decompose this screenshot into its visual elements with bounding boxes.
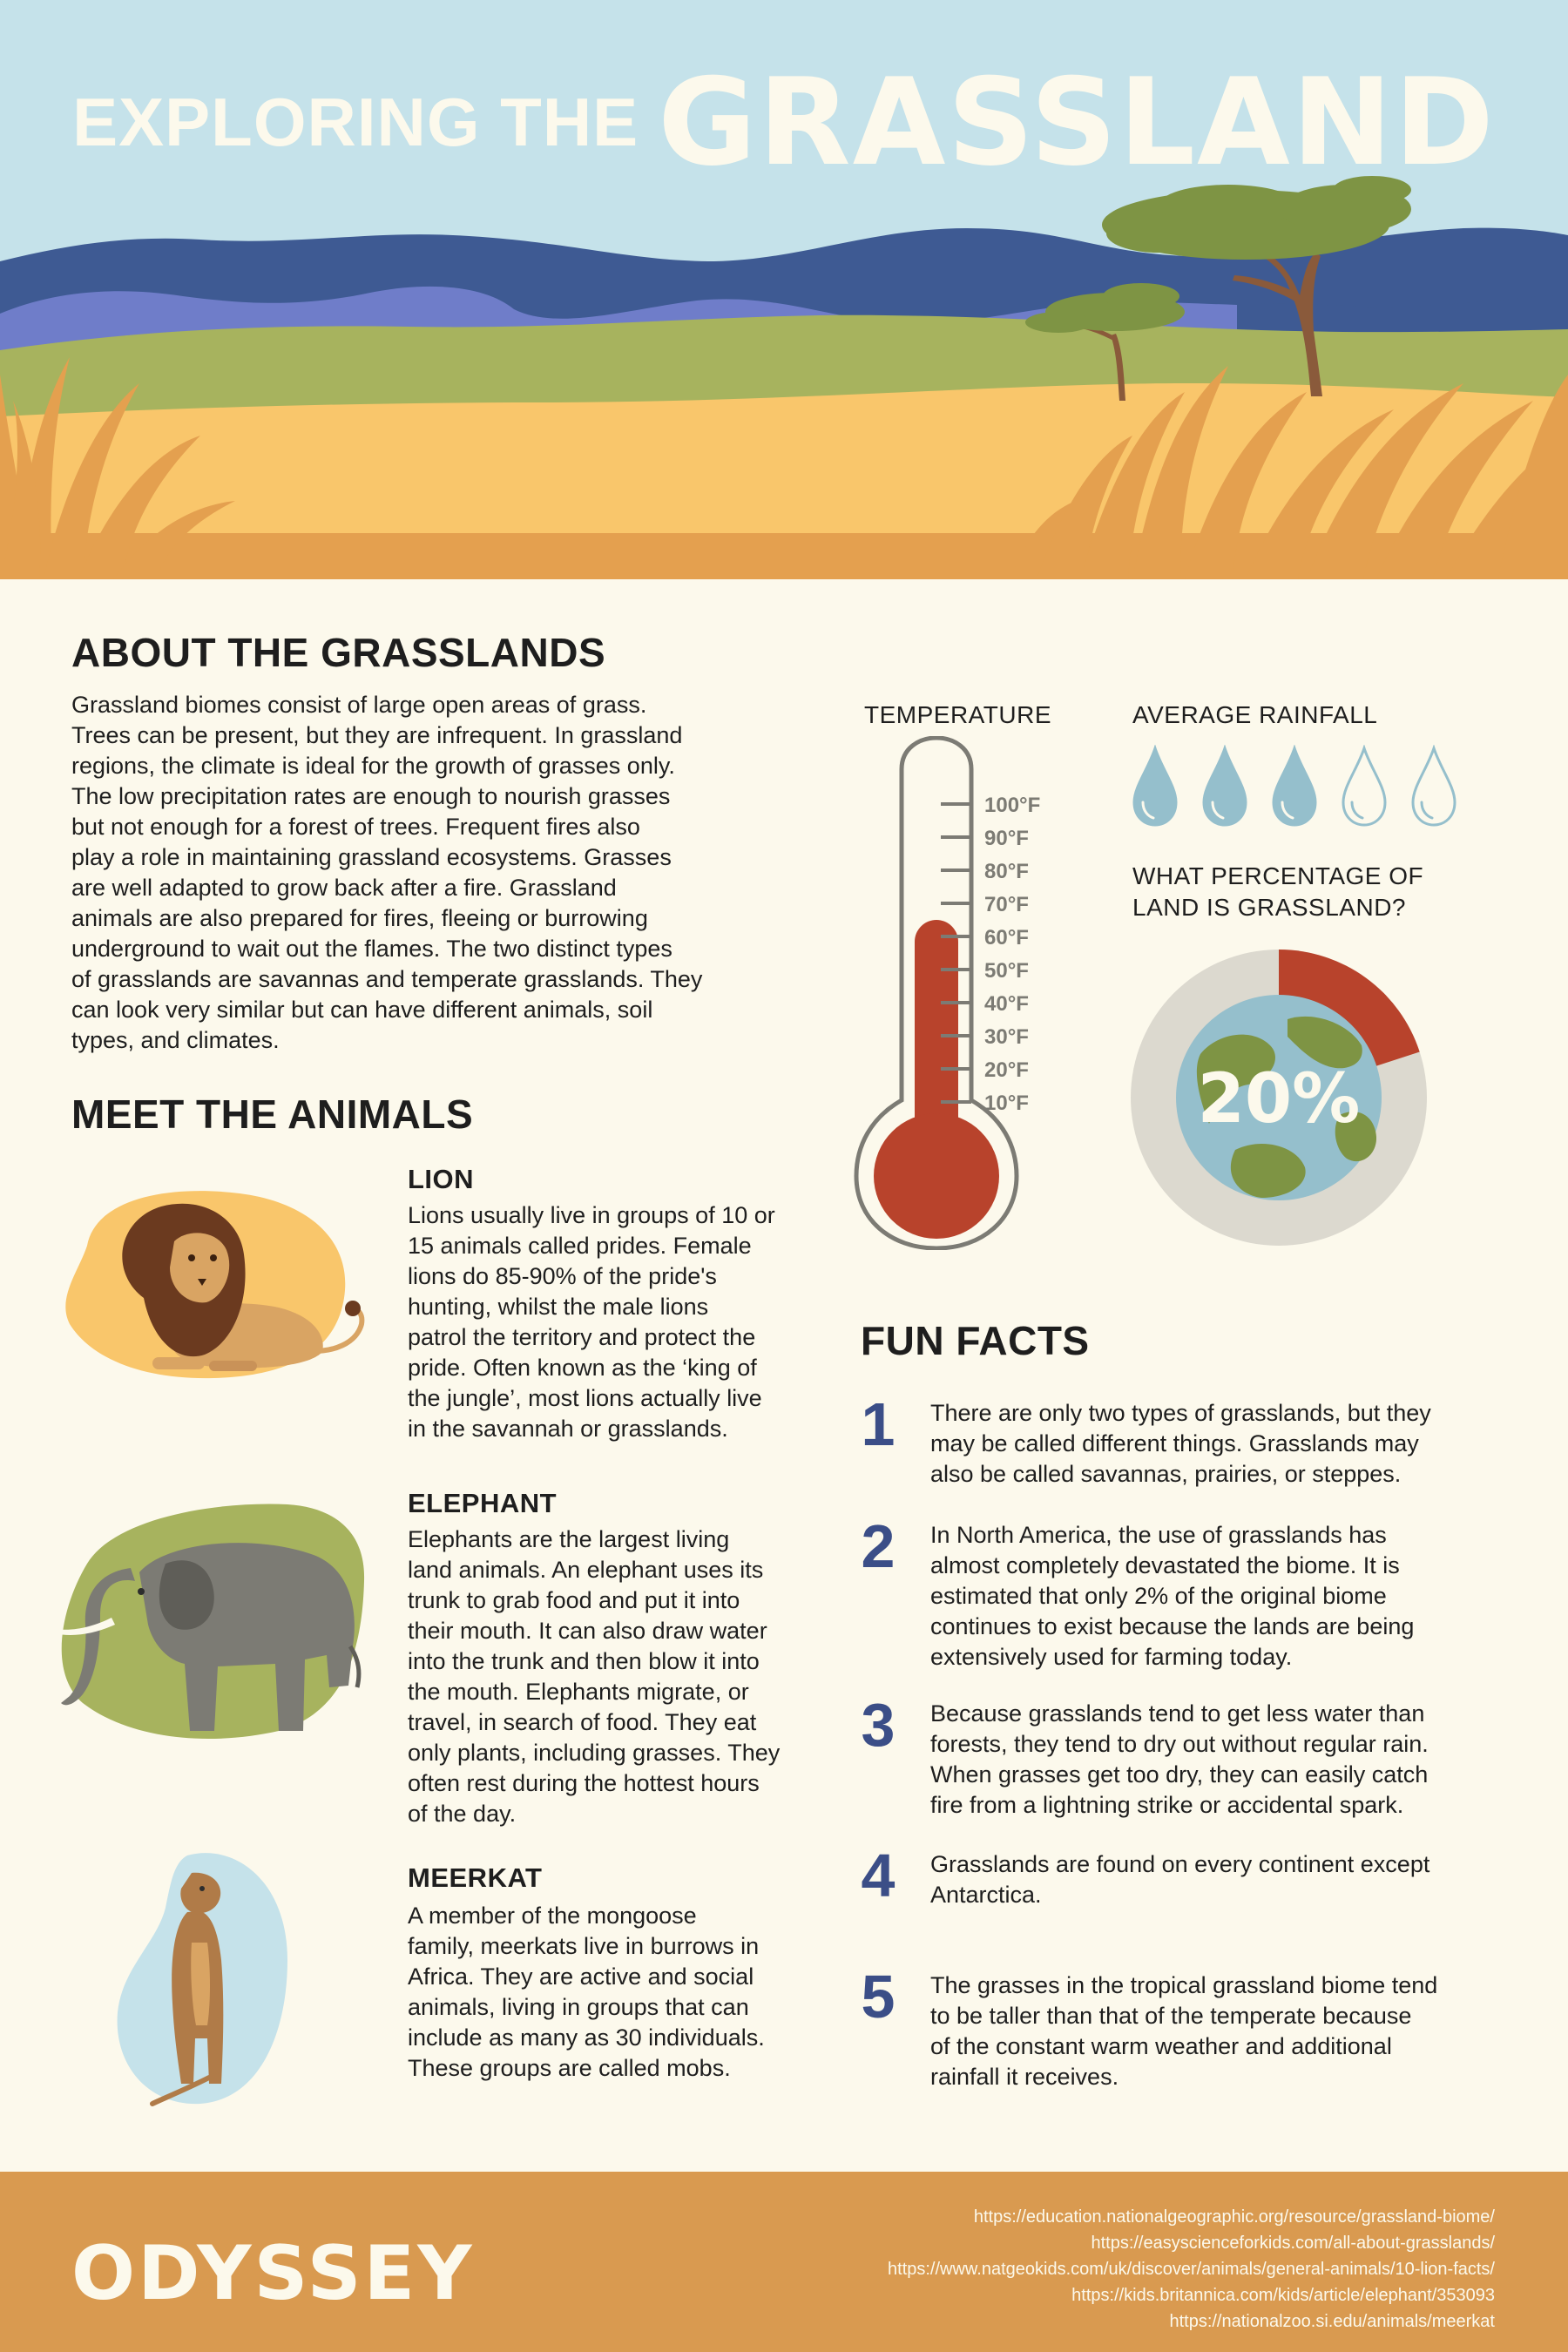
source-link[interactable]: https://easyscienceforkids.com/all-about-grasslands/	[1091, 2234, 1495, 2253]
source-link[interactable]: https://www.natgeokids.com/uk/discover/animals/general-animals/10-lion-facts/	[888, 2260, 1495, 2279]
lion-illustration	[48, 1167, 388, 1394]
about-line: but not enough for a forest of trees. Frequent fires also	[71, 814, 640, 840]
odyssey-logo: ODYSSEY	[71, 2230, 475, 2317]
meerkat-illustration	[105, 1838, 305, 2117]
question-line-1: WHAT PERCENTAGE OF	[1132, 862, 1424, 889]
elephant-illustration	[35, 1494, 375, 1747]
thermometer-tick-label: 80°F	[984, 860, 1029, 883]
fun-fact-text	[930, 1849, 1501, 1910]
fun-fact-line: almost completely devastated the biome. It is	[930, 1552, 1400, 1578]
fun-fact-line: also be called savannas, prairies, or steppes.	[930, 1461, 1402, 1487]
animal-description-line: the jungle’, most lions actually live	[408, 1385, 762, 1411]
fun-fact-number: 4	[861, 1842, 896, 1909]
about-paragraph	[71, 690, 786, 1056]
fun-fact-number: 1	[861, 1390, 896, 1458]
thermometer-tick-label: 90°F	[984, 827, 1029, 850]
source-link[interactable]: https://kids.britannica.com/kids/article/elephant/353093	[1071, 2286, 1495, 2305]
about-line: can look very similar but can have different animals, soil	[71, 997, 653, 1023]
animal-description-line: land animals. An elephant uses its	[408, 1557, 764, 1583]
grassland-percentage-donut	[1131, 950, 1427, 1246]
thermometer-tick-label: 60°F	[984, 926, 1029, 950]
animal-description-line: the mouth. Elephants migrate, or	[408, 1679, 749, 1705]
about-line: underground to wait out the flames. The two distinct types	[71, 936, 672, 962]
animal-description-line: Elephants are the largest living	[408, 1526, 730, 1552]
animal-description-line: only plants, including grasses. They	[408, 1740, 781, 1766]
thermometer-gauge	[849, 736, 1058, 1250]
fun-fact-line: of the constant warm weather and additional	[930, 2033, 1392, 2059]
animal-lion-name: LION	[408, 1164, 475, 1194]
animal-meerkat-name: MEERKAT	[408, 1862, 543, 1893]
thermometer-tick-label: 40°F	[984, 992, 1029, 1016]
raindrop-filled-icon	[1131, 745, 1179, 833]
percentage-value: 20%	[1197, 1060, 1361, 1139]
fun-fact-line: continues to exist because the lands are being	[930, 1613, 1415, 1639]
animal-elephant	[408, 1488, 826, 1829]
thermometer-tick-label: 20°F	[984, 1058, 1029, 1082]
fun-fact-line: The grasses in the tropical grassland biome tend	[930, 1972, 1438, 1998]
fun-fact-line: Grasslands are found on every continent except	[930, 1851, 1430, 1877]
animal-lion-description	[408, 1200, 817, 1444]
about-line: regions, the climate is ideal for the growth of grasses only.	[71, 753, 675, 779]
animal-description-line: their mouth. It can also draw water	[408, 1618, 767, 1644]
fun-fact-line: forests, they tend to dry out without regular rain.	[930, 1731, 1429, 1757]
hero-title	[0, 52, 1568, 193]
animal-meerkat	[408, 1862, 826, 2084]
thermometer-tick-label: 100°F	[984, 794, 1041, 817]
animal-description-line: hunting, whilst the male lions	[408, 1294, 709, 1320]
about-line: of grasslands are savannas and temperate grasslands. They	[71, 966, 703, 992]
fun-fact-line: Antarctica.	[930, 1882, 1042, 1908]
animal-description-line: patrol the territory and protect the	[408, 1324, 756, 1350]
animal-description-line: 15 animals called prides. Female	[408, 1233, 752, 1259]
animal-description-line: Lions usually live in groups of 10 or	[408, 1202, 775, 1228]
fun-fact-text	[930, 1970, 1501, 2092]
animal-meerkat-description	[408, 1901, 826, 2084]
about-line: Grassland biomes consist of large open areas of grass.	[71, 692, 647, 718]
source-link[interactable]: https://education.nationalgeographic.org/resource/grassland-biome/	[973, 2207, 1495, 2227]
animal-description-line: often rest during the hottest hours	[408, 1770, 760, 1796]
about-line: play a role in maintaining grassland ecosystems. Grasses	[71, 844, 672, 870]
fun-fact-text	[930, 1699, 1501, 1821]
about-line: animals are also prepared for fires, fleeing or burrowing	[71, 905, 648, 931]
animal-description-line: pride. Often known as the ‘king of	[408, 1355, 757, 1381]
animal-lion	[408, 1164, 817, 1444]
title-prefix: EXPLORING THE	[72, 84, 639, 160]
fun-fact-line: fire from a lightning strike or accidental spark.	[930, 1792, 1404, 1818]
fun-fact-text	[930, 1398, 1501, 1490]
animal-description-line: Africa. They are active and social	[408, 1963, 754, 1990]
land-percentage-question	[1132, 861, 1423, 923]
fun-fact-text	[930, 1520, 1501, 1673]
title-main: GRASSLAND	[658, 52, 1496, 193]
animal-description-line: travel, in search of food. They eat	[408, 1709, 757, 1735]
fun-fact-line: extensively used for farming today.	[930, 1644, 1293, 1670]
raindrop-filled-icon	[1200, 745, 1249, 833]
fun-fact-line: There are only two types of grasslands, but they	[930, 1400, 1431, 1426]
animal-description-line: trunk to grab food and put it into	[408, 1587, 740, 1613]
fun-fact-number: 5	[861, 1963, 896, 2031]
fun-facts-heading: FUN FACTS	[861, 1318, 1090, 1363]
animal-description-line: These groups are called mobs.	[408, 2055, 731, 2081]
animal-description-line: family, meerkats live in burrows in	[408, 1933, 760, 1959]
fun-fact-line: to be taller than that of the temperate because	[930, 2003, 1412, 2029]
thermometer-tick-label: 50°F	[984, 959, 1029, 983]
source-links	[888, 2204, 1495, 2335]
fun-fact-line: When grasses get too dry, they can easily catch	[930, 1761, 1429, 1788]
about-heading: ABOUT THE GRASSLANDS	[71, 630, 606, 675]
raindrop-empty-icon	[1409, 745, 1458, 833]
animal-description-line: lions do 85-90% of the pride's	[408, 1263, 717, 1289]
question-line-2: LAND IS GRASSLAND?	[1132, 894, 1406, 921]
animal-description-line: into the trunk and then blow it into	[408, 1648, 760, 1674]
about-line: types, and climates.	[71, 1027, 280, 1053]
animal-description-line: include as many as 30 individuals.	[408, 2024, 765, 2051]
thermometer-tick-label: 30°F	[984, 1025, 1029, 1049]
fun-fact-line: estimated that only 2% of the original biome	[930, 1583, 1387, 1609]
temperature-label: TEMPERATURE	[864, 701, 1051, 728]
animal-description-line: of the day.	[408, 1801, 517, 1827]
raindrop-filled-icon	[1270, 745, 1319, 833]
fun-fact-line: In North America, the use of grasslands has	[930, 1522, 1387, 1548]
animal-description-line: in the savannah or grasslands.	[408, 1416, 728, 1442]
thermometer-tick-label: 10°F	[984, 1092, 1029, 1115]
animal-description-line: A member of the mongoose	[408, 1903, 697, 1929]
source-link[interactable]: https://nationalzoo.si.edu/animals/meerkat	[1169, 2312, 1495, 2331]
rainfall-drops	[1131, 745, 1479, 832]
fun-fact-line: Because grasslands tend to get less water than	[930, 1700, 1425, 1727]
about-line: The low precipitation rates are enough to nourish grasses	[71, 783, 671, 809]
about-line: Trees can be present, but they are infrequent. In grassland	[71, 722, 683, 748]
raindrop-empty-icon	[1340, 745, 1389, 833]
animal-description-line: animals, living in groups that can	[408, 1994, 749, 2020]
fun-fact-line: rainfall it receives.	[930, 2064, 1119, 2090]
rainfall-label: AVERAGE RAINFALL	[1132, 701, 1378, 728]
animal-elephant-description	[408, 1524, 826, 1829]
fun-fact-number: 3	[861, 1691, 896, 1759]
animals-heading: MEET THE ANIMALS	[71, 1092, 474, 1137]
fun-fact-line: may be called different things. Grasslands may	[930, 1430, 1419, 1456]
animal-elephant-name: ELEPHANT	[408, 1488, 558, 1518]
fun-fact-number: 2	[861, 1512, 896, 1580]
thermometer-tick-label: 70°F	[984, 893, 1029, 916]
about-line: are well adapted to grow back after a fire. Grassland	[71, 875, 617, 901]
